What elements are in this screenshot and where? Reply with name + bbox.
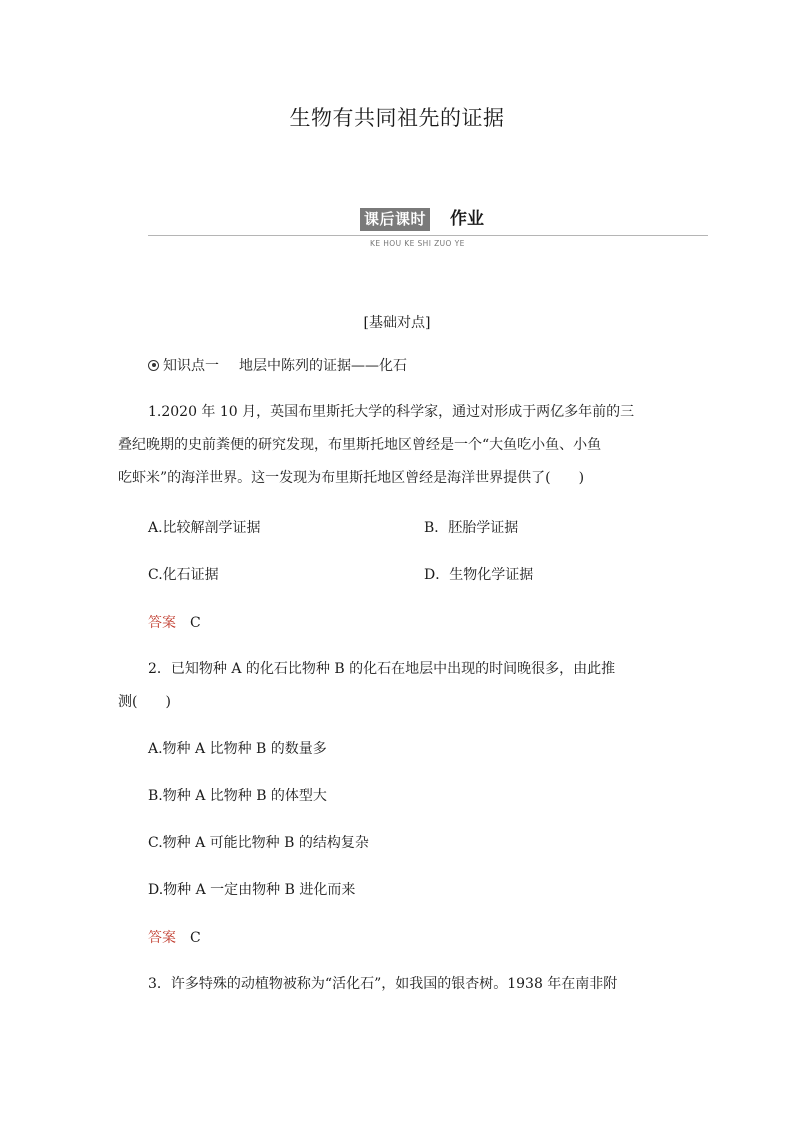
- target-bullet-icon: [148, 360, 159, 371]
- section-title: [基础对点]: [363, 315, 431, 331]
- question-1: [118, 396, 678, 495]
- option-d: D.物种 A 一定由物种 B 进化而来: [148, 882, 356, 898]
- question-line: 2．已知物种 A 的化石比物种 B 的化石在地层中出现的时间晚很多，由此推: [148, 661, 616, 677]
- question-3: [118, 968, 678, 1001]
- option-a: A.物种 A 比物种 B 的数量多: [148, 741, 327, 757]
- answer-label: 答案: [148, 615, 176, 631]
- option-a: A.比较解剖学证据: [148, 520, 261, 536]
- option-c: C.物种 A 可能比物种 B 的结构复杂: [148, 835, 369, 851]
- answer-label: 答案: [148, 930, 176, 946]
- option-b: B.物种 A 比物种 B 的体型大: [148, 788, 327, 804]
- banner-part1: 课后: [364, 210, 396, 228]
- answer-1: [148, 612, 201, 632]
- question-line: 吃虾米”的海洋世界。这一发现为布里斯托地区曾经是海洋世界提供了( ): [118, 470, 585, 486]
- question-line: 1.2020 年 10 月，英国布里斯托大学的科学家，通过对形成于两亿多年前的三: [148, 404, 635, 420]
- section-banner: [148, 205, 708, 247]
- banner-subtitle: KE HOU KE SHI ZUO YE: [370, 239, 465, 248]
- question-line: 测( ): [118, 694, 171, 710]
- answer-2: [148, 927, 201, 947]
- banner-label-box: [360, 208, 430, 231]
- knowledge-point: [148, 355, 407, 375]
- question-2: [118, 653, 678, 719]
- option-d: D．生物化学证据: [424, 567, 534, 583]
- question-line: 3．许多特殊的动植物被称为“活化石”，如我国的银杏树。1938 年在南非附: [148, 976, 618, 992]
- question-line: 叠纪晚期的史前粪便的研究发现，布里斯托地区曾经是一个“大鱼吃小鱼、小鱼: [118, 437, 602, 453]
- banner-part3: 作业: [450, 209, 484, 229]
- banner-rule: [148, 235, 708, 236]
- answer-value: C: [190, 615, 201, 631]
- answer-value: C: [190, 930, 201, 946]
- knowledge-point-text: 地层中陈列的证据——化石: [239, 358, 407, 374]
- option-c: C.化石证据: [148, 567, 219, 583]
- page-title: 生物有共同祖先的证据: [289, 106, 505, 130]
- option-b: B．胚胎学证据: [424, 520, 519, 536]
- banner-part2: 课时: [395, 210, 427, 228]
- knowledge-point-label: 知识点一: [163, 358, 219, 374]
